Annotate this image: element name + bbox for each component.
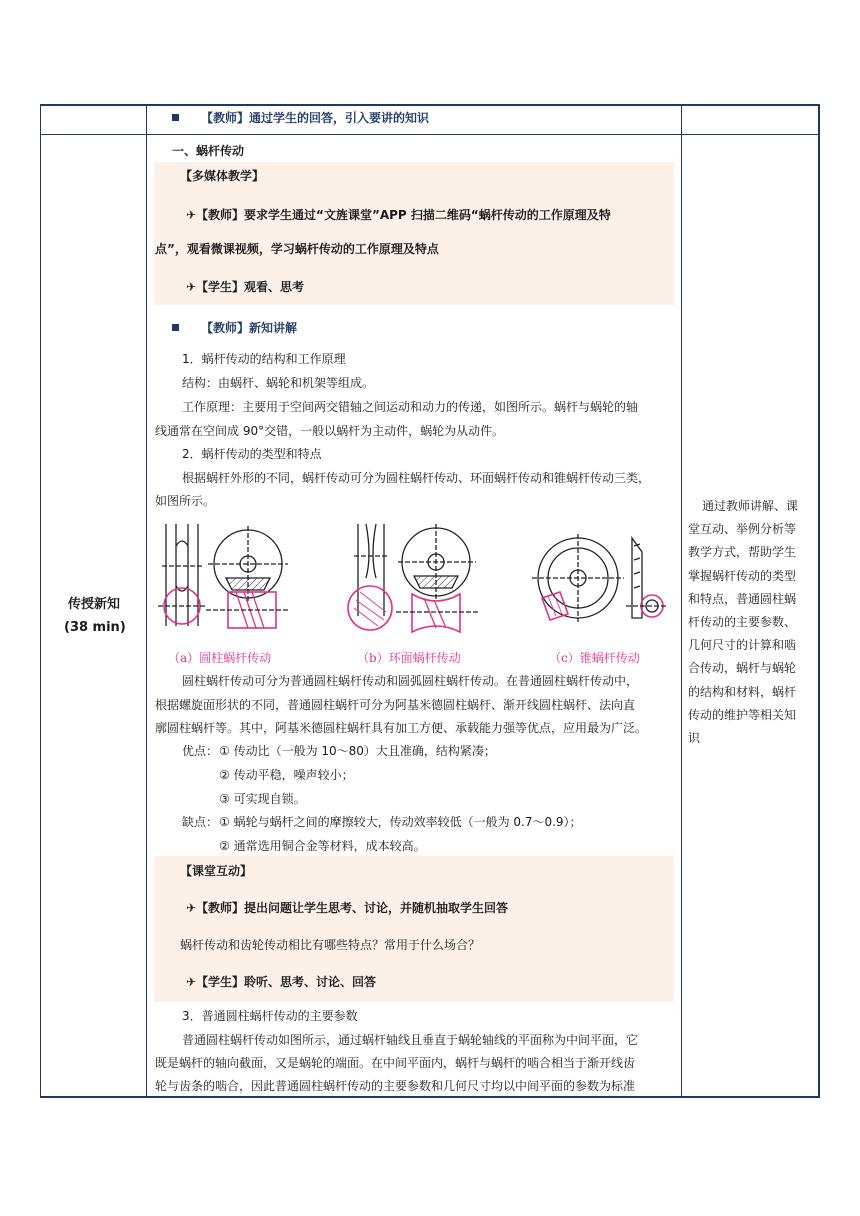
right-note-line: 堂互动、举例分析等 bbox=[688, 522, 797, 537]
p3-line1: 圆柱蜗杆传动可分为普通圆柱蜗杆传动和圆弧圆柱蜗杆传动。在普通圆柱蜗杆传动中， bbox=[182, 674, 639, 688]
right-note-line: 传动的维护等相关知 bbox=[688, 707, 797, 722]
p1-work-line2: 线通常在空间成 90°交错，一般以蜗杆为主动件，蜗轮为从动件。 bbox=[155, 424, 505, 438]
advantage-item: ① 传动比（一般为 10～80）大且准确，结构紧凑； bbox=[219, 744, 496, 758]
p1-work-line1: 工作原理：主要用于空间两交错轴之间运动和动力的传递，如图所示。蜗杆与蜗轮的轴 bbox=[182, 400, 639, 414]
section-time-left: (38 min) bbox=[64, 620, 126, 635]
figure-caption-b: （b）环面蜗杆传动 bbox=[357, 651, 461, 665]
interaction-question: 蜗杆传动和齿轮传动相比有哪些特点？常用于什么场合？ bbox=[180, 938, 481, 952]
advantages-label: 优点： bbox=[182, 744, 219, 758]
right-note-line: 和特点，普通圆柱蜗 bbox=[688, 591, 797, 606]
multimedia-title: 【多媒体教学】 bbox=[180, 169, 265, 183]
p2-line1: 根据蜗杆外形的不同，蜗杆传动可分为圆柱蜗杆传动、环面蜗杆传动和锥蜗杆传动三类， bbox=[182, 471, 651, 485]
right-note-line: 杆传动的主要参数、 bbox=[688, 615, 797, 630]
table-bottom-border bbox=[40, 1096, 820, 1098]
square-bullet-icon bbox=[172, 114, 179, 121]
figure-caption-a: （a）圆柱蜗杆传动 bbox=[168, 651, 272, 665]
table-right-border bbox=[818, 104, 820, 1098]
figure-caption-c: （c）锥蜗杆传动 bbox=[549, 651, 640, 665]
multimedia-student: ✈【学生】观看、思考 bbox=[186, 280, 305, 294]
p1-structure: 结构：由蜗杆、蜗轮和机架等组成。 bbox=[182, 376, 375, 390]
worm-gear-figure bbox=[156, 516, 676, 666]
p1-heading: 1．蜗杆传动的结构和工作原理 bbox=[182, 352, 346, 366]
column-divider-2 bbox=[681, 104, 682, 1098]
p4-line1: 普通圆柱蜗杆传动如图所示，通过蜗杆轴线且垂直于蜗轮轴线的平面称为中间平面，它 bbox=[182, 1033, 639, 1047]
right-note-line: 通过教师讲解、课 bbox=[702, 499, 799, 513]
p4-heading: 3．普通圆柱蜗杆传动的主要参数 bbox=[182, 1009, 358, 1023]
section-title-left: 传授新知 bbox=[68, 597, 121, 612]
teacher-intro-line bbox=[172, 110, 429, 126]
enveloping-worm-diagram bbox=[348, 524, 478, 632]
disadvantage-item: ① 蜗轮与蜗杆之间的摩擦较大，传动效率较低（一般为 0.7～0.9）； bbox=[219, 815, 582, 829]
square-bullet-icon bbox=[172, 324, 179, 331]
right-note bbox=[688, 495, 816, 750]
right-note-line: 教学方式，帮助学生 bbox=[688, 545, 797, 560]
right-note-line: 的结构和材料，蜗杆 bbox=[688, 684, 797, 699]
row-divider bbox=[40, 134, 820, 135]
right-note-line: 几何尺寸的计算和啮 bbox=[688, 638, 797, 653]
p2-line2: 如图所示。 bbox=[155, 494, 216, 508]
interaction-teacher: ✈【教师】提出问题让学生思考、讨论，并随机抽取学生回答 bbox=[186, 901, 509, 915]
p2-heading: 2．蜗杆传动的类型和特点 bbox=[182, 447, 322, 461]
p3-line2: 根据螺旋面形状的不同，普通圆柱蜗杆可分为阿基米德圆柱蜗杆、渐开线圆柱蜗杆、法向直 bbox=[155, 698, 636, 712]
p4-line2: 既是蜗杆的轴向截面，又是蜗轮的端面。在中间平面内，蜗杆与蜗杆的啮合相当于渐开线齿 bbox=[155, 1056, 636, 1070]
section-heading: 一、蜗杆传动 bbox=[172, 144, 245, 158]
interaction-student: ✈【学生】聆听、思考、讨论、回答 bbox=[186, 975, 377, 989]
advantage-item: ② 传动平稳，噪声较小； bbox=[219, 768, 354, 782]
cone-worm-diagram bbox=[532, 534, 668, 622]
teacher-new-knowledge bbox=[172, 320, 297, 336]
column-divider-1 bbox=[146, 104, 147, 1098]
disadvantages-label: 缺点： bbox=[182, 815, 219, 829]
multimedia-teacher-line2: 点”，观看微课视频，学习蜗杆传动的工作原理及特点 bbox=[155, 242, 439, 256]
right-note-line: 合传动，蜗杆与蜗轮 bbox=[688, 661, 797, 676]
disadvantage-item: ② 通常选用铜合金等材料，成本较高。 bbox=[219, 839, 426, 853]
p3-line3: 廓圆柱蜗杆等。其中，阿基米德圆柱蜗杆具有加工方便、承载能力强等优点，应用最为广泛。 bbox=[155, 721, 648, 735]
teacher-new-text: 【教师】新知讲解 bbox=[201, 321, 298, 335]
interaction-title: 【课堂互动】 bbox=[180, 864, 253, 878]
teacher-intro-text: 【教师】通过学生的回答，引入要讲的知识 bbox=[201, 111, 430, 125]
advantage-item: ③ 可实现自锁。 bbox=[219, 792, 306, 806]
right-note-line: 识 bbox=[688, 731, 701, 746]
table-left-border bbox=[40, 104, 41, 1098]
table-top-border bbox=[40, 104, 820, 106]
right-note-line: 掌握蜗杆传动的类型 bbox=[688, 568, 797, 583]
p4-line3: 轮与齿条的啮合，因此普通圆柱蜗杆传动的主要参数和几何尺寸均以中间平面的参数为标准 bbox=[155, 1079, 636, 1093]
cylindrical-worm-diagram bbox=[158, 524, 290, 628]
multimedia-teacher-line1: ✈【教师】要求学生通过“文旌课堂”APP 扫描二维码“蜗杆传动的工作原理及特 bbox=[186, 208, 611, 222]
